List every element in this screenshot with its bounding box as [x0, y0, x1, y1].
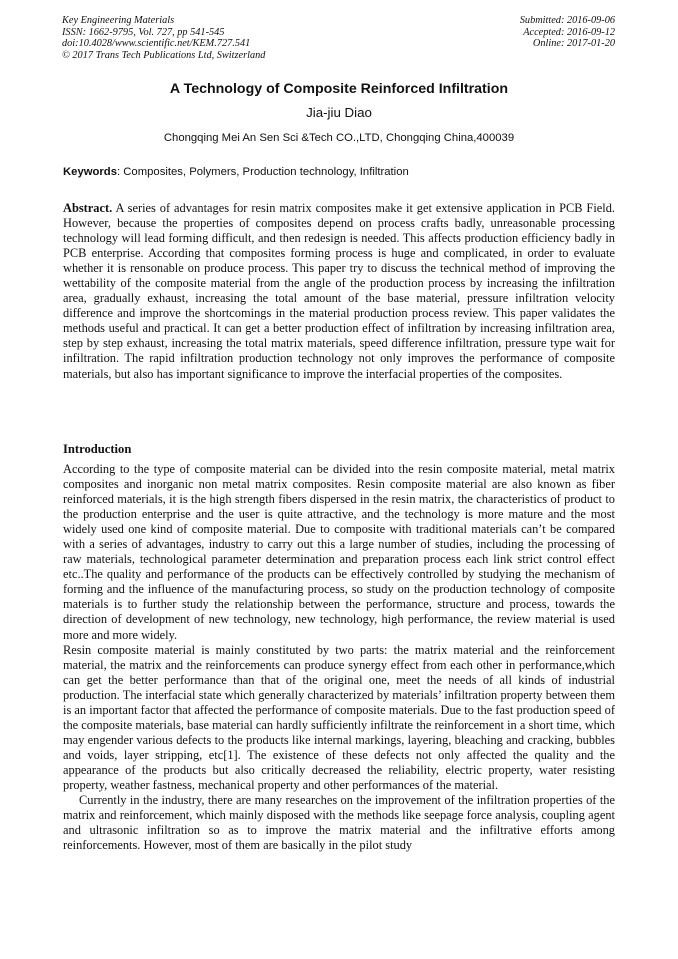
paper-author: Jia-jiu Diao: [306, 105, 372, 120]
abstract-label: Abstract.: [63, 201, 113, 215]
copyright-notice: © 2017 Trans Tech Publications Ltd, Switzerland: [62, 49, 266, 61]
online-date: Online: 2017-01-20: [532, 38, 615, 50]
accepted-date: Accepted: 2016-09-12: [523, 26, 615, 38]
introduction-body: [63, 462, 615, 853]
keywords-list: : Composites, Polymers, Production technology, Infiltration: [117, 166, 409, 178]
journal-name: Key Engineering Materials: [62, 15, 175, 26]
journal-info-header: [62, 15, 265, 61]
keywords-line: [63, 165, 409, 180]
doi-link[interactable]: doi:10.4028/www.scientific.net/KEM.727.541: [62, 38, 251, 50]
submission-dates-header: [520, 15, 615, 50]
paper-title: A Technology of Composite Reinforced Infiltration: [169, 81, 509, 97]
intro-paragraph-2: Resin composite material is mainly constituted by two parts: the matrix material and the reinforcement material, the matrix and the reinforcements can produce synergy effect from each other in performance,which can get the better performance than that of the original one, meet the needs of all kinds of industrial production. The interfacial state which generally characterized by materials’ infiltration property between them is an important factor that affected the performance of composite materials. Due to the fast production speed of the composite materials, base material can hardly sufficiently infiltrate the reinforcement in a short time, which may engender various defects to the products like internal markings, layering, bleaching and cracking, bubbles and voids, layer stripping, etc[1]. The existence of these defects not only affected the quality and the appearance of the products but also critically decreased the reliability, electric property, water resisting property, weather fastness, mechanical property and other performances of the material.: [63, 642, 615, 792]
keywords-label: Keywords: [63, 166, 117, 178]
abstract-block: [63, 201, 615, 382]
abstract-text: A series of advantages for resin matrix composites make it get extensive application in PCB Field. However, because the properties of composites depend on process crafts badly, unreasonable processing technology will lead forming difficult, and then redesign is needed. This affects production efficiency badly in PCB enterprise. According that composites forming process is huge and complicated, in order to evaluate whether it is rensonable on produce process. This paper try to discuss the technical method of improving the wettability of the composite material from the angle of the production process by increasing the infiltration area, gradually exhaust, increasing the total amount of the base material, pressure infiltration velocity difference and improve the shortcomings in the material production process review. This paper validates the methods useful and practical. It can get a better production effect of infiltration by increasing infiltration area, step by step exhaust, increasing the total matrix materials, speed difference infiltration, pressure type wait for infiltration. The rapid infiltration production technology not only improves the performance of composite materials, but also has important significance to improve the interfacial properties of the composites.: [63, 201, 615, 381]
intro-paragraph-1: According to the type of composite material can be divided into the resin composite material, metal matrix composites and inorganic non metal matrix composites. Resin composite material are also known as fiber reinforced materials, it is the high strength fibers dispersed in the resin matrix, the characteristics of product to the production enterprise and the user is quite attractive, and the technology is more mature and the most widely used one kind of composite material. Due to composite with traditional materials can’t be compared with a series of advantages, industry to carry out this a large number of studies, including the processing of raw materials, technological parameter determination and preparation process each link strict control effect etc..The quality and performance of the products can be effectively controlled by studying the mechanism of forming and the influence of the manufacturing process, so study on the production technology of composite materials is to further study the relationship between the performance, structure and process, towards the direction of development of new technology, new technology, high performance, the review material is used more and more widely.: [63, 462, 615, 642]
section-heading-introduction: Introduction: [63, 442, 132, 456]
issn-volume-pages: ISSN: 1662-9795, Vol. 727, pp 541-545: [62, 26, 225, 38]
author-affiliation: Chongqing Mei An Sen Sci &Tech CO.,LTD, Chongqing China,400039: [163, 132, 515, 144]
submitted-date: Submitted: 2016-09-06: [519, 15, 615, 26]
intro-paragraph-3: Currently in the industry, there are many researches on the improvement of the infiltration properties of the matrix and reinforcement, which mainly disposed with the methods like seepage force analysis, coupling agent and ultrasonic infiltration so as to improve the matrix material and the infiltrative efforts among reinforcements. However, most of them are basically in the pilot study: [63, 793, 615, 853]
